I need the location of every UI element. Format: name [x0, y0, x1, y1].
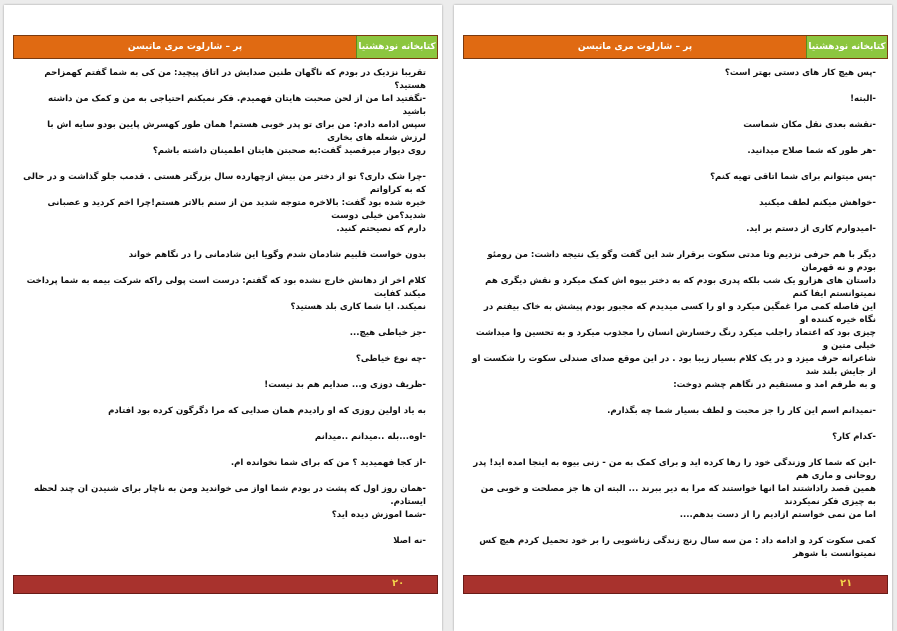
- paragraph: سپس ادامه دادم: من برای تو پدر خوبی هستم! همان طور کهسرش پایین بودو سایه اش با لرزش شعله های بخاری: [47, 120, 426, 143]
- paragraph: کمی سکوت کرد و ادامه داد : من سه سال رنج زندگی زناشویی را بر خود تحمیل کردم هیچ کس نمیتوانست با شوهر: [479, 536, 876, 559]
- paragraph: داستان های هزارو یک شب بلکه پدری بودم که به دختر بیوه اش کمک میکرد و نقش دیگری هم نمیتوانستم ایفا کنم: [485, 276, 876, 299]
- library-name: کتابخانه نودهشتیا: [356, 36, 437, 58]
- paragraph: تقریبا نزدیک در بودم که ناگهان طنین صدایش در اتاق پیچید: من کی به شما گفتم کهمزاحم هستید؟: [44, 68, 426, 91]
- paragraph: -هر طور که شما صلاح میدانید.: [747, 146, 876, 156]
- paragraph: -از کجا فهمیدید ؟ من که برای شما نخوانده ام.: [230, 458, 426, 468]
- paragraph: -نقشه بعدی نقل مکان شماست: [743, 120, 876, 130]
- paragraph: -چرا شک داری؟ تو از دختر من بیش ازچهارده سال بزرگتر هستی . قدمب جلو گذاشت و در حالی که به کراواتم: [23, 172, 426, 195]
- paragraph: -ظریف دوزی و... صدایم هم بد نیست!: [264, 380, 426, 390]
- page-header: [13, 35, 438, 59]
- paragraph: نمیکند. ایا شما کاری بلد هستید؟: [290, 302, 426, 312]
- page-footer: [13, 575, 438, 594]
- right-page: [454, 5, 892, 631]
- paragraph: -نگفتید اما من از لحن صحبت هایتان فهمیدم. فکر نمیکنم احتیاجی به من و کمک من داشته باشید: [47, 94, 426, 117]
- paragraph: خیره شده بود گفت: بالاخره متوجه شدید من از سنم بالاتر هستم!چرا اخم کردید و عصبانی شدید؟من خیلی دوست: [47, 198, 426, 221]
- paragraph: -پس میتوانم برای شما اتاقی تهیه کنم؟: [710, 172, 876, 182]
- paragraph: همین قصد راداشتند اما انها خواستند که مرا به دیر ببرند ... البته ان ها جز مصلحت و خوبی من به چیزی فکر نمیکردند: [480, 484, 876, 507]
- paragraph: روی دیوار میرقصید گفت:به صحبتن هایتان اطمینان داشته باشم؟: [152, 146, 426, 156]
- book-title: پر – شارلوت مری ماتیسن: [14, 36, 356, 58]
- paragraph: این فاصله کمی مرا غمگین میکرد و او را کسی میدیدم که مجبور بودم پیشش به خاک بیفتم در نگاه خیره کننده او: [483, 302, 876, 325]
- paragraph: -نمیدانم اسم این کار را جز محبت و لطف بسیار شما چه بگذارم.: [607, 406, 876, 416]
- paragraph: به یاد اولین روزی که او رادیدم همان صدایی که مرا دگرگون کرده بود افتادم: [108, 406, 426, 416]
- page-header: [463, 35, 888, 59]
- book-title: پر – شارلوت مری ماتیسن: [464, 36, 806, 58]
- library-name: کتابخانه نودهشتیا: [806, 36, 887, 58]
- paragraph: -کدام کار؟: [832, 432, 876, 442]
- left-page: [4, 5, 442, 631]
- page-number: ۲۱: [840, 578, 853, 589]
- paragraph: -پس هیچ کار های دستی بهتر است؟: [724, 68, 876, 78]
- paragraph: -البته!: [850, 94, 876, 104]
- paragraph: -اوه...بله ..میدانم ..میدانم: [314, 432, 426, 442]
- paragraph: -جز خیاطی هیچ...: [349, 328, 426, 338]
- paragraph: و به طرفم امد و مستقیم در نگاهم چشم دوخت:: [673, 380, 876, 390]
- paragraph: -همان روز اول که پشت در بودم شما اواز می خواندید ومن به ناچار برای شنیدن ان چند لحظه ایستادم.: [34, 484, 426, 507]
- paragraph: -شما اموزش دیده اید؟: [331, 510, 426, 520]
- paragraph: چیزی بود که اعتماد راجلب میکرد رنگ رخسارش انسان را مجذوب میکرد و به تحسین وا میداشت خیلی متین و: [475, 328, 876, 351]
- paragraph: -این که شما کار وزندگی خود را رها کرده اید و برای کمک به من - زنی بیوه به اینجا امده اید! پدر روحانی و ماری هم: [473, 458, 876, 481]
- paragraph: -نه اصلا: [393, 536, 426, 546]
- paragraph: -چه نوع خیاطی؟: [355, 354, 426, 364]
- paragraph: -خواهش میکنم لطف میکنید: [759, 198, 876, 208]
- paragraph: دارم که نصیحتم کنید.: [336, 224, 426, 234]
- page-footer: [463, 575, 888, 594]
- paragraph: کلام اخر از دهانش خارج نشده بود که گفتم: درست است پولی راکه شرکت بیمه به شما پرداخت میکند کفایت: [26, 276, 426, 299]
- page-number: ۲۰: [392, 578, 405, 589]
- paragraph: دیگر با هم حرفی نزدیم وتا مدتی سکوت برقرار شد این گفت وگو یک نتیجه داشت: من رومئو بودم و نه قهرمان: [487, 250, 876, 273]
- paragraph: -امیدوارم کاری از دستم بر اید.: [746, 224, 876, 234]
- paragraph: بدون خواست قلبیم شادمان شدم وگویا این شادمانی را در نگاهم خواند: [128, 250, 426, 260]
- paragraph: اما من نمی خواستم ازادیم را از دست بدهم....: [679, 510, 876, 520]
- paragraph: شاعرانه حرف میزد و در یک کلام بسیار زیبا بود . در این موقع صدای صندلی سکوت را شکست او از جایش بلند شد: [472, 354, 876, 377]
